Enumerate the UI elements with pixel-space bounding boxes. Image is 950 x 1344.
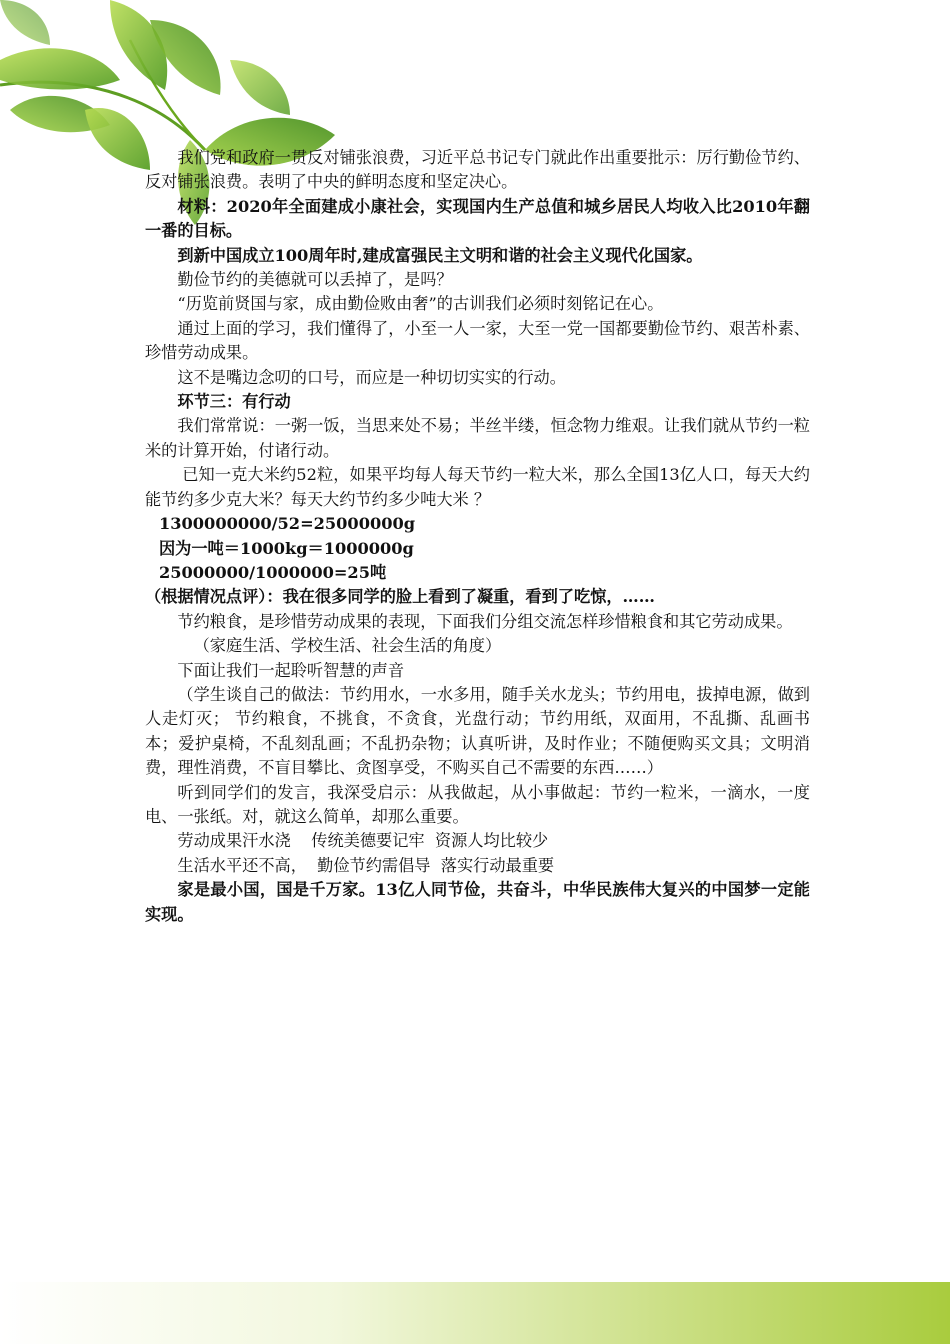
calculation-line: 25000000/1000000=25吨 — [159, 562, 387, 582]
paragraph: 材料：2020年全面建成小康社会，实现国内生产总值和城乡居民人均收入比2010年翻一番的目标。 — [145, 196, 810, 241]
paragraph: “历览前贤国与家，成由勤俭败由奢”的古训我们必须时刻铭记在心。 — [177, 294, 664, 314]
verse-line: 生活水平还不高， 勤俭节约需倡导 落实行动最重要 — [177, 855, 555, 875]
paragraph: 听到同学们的发言，我深受启示：从我做起，从小事做起：节约一粒米，一滴水，一度电、一张纸。对，就这么简单，却那么重要。 — [145, 782, 810, 826]
verse-line: 劳动成果汗水浇 传统美德要记牢 资源人均比较少 — [177, 831, 549, 851]
document-body — [145, 146, 810, 927]
paragraph: （根据情况点评）：我在很多同学的脸上看到了凝重，看到了吃惊，…… — [145, 587, 655, 607]
paragraph: 到新中国成立100周年时,建成富强民主文明和谐的社会主义现代化国家。 — [177, 245, 703, 265]
footer-band — [0, 1282, 950, 1344]
calculation-line: 因为一吨＝1000kg＝1000000g — [159, 538, 414, 558]
paragraph: 我们党和政府一贯反对铺张浪费，习近平总书记专门就此作出重要批示：厉行勤俭节约、反对铺张浪费。表明了中央的鲜明态度和坚定决心。 — [145, 148, 810, 192]
paragraph: 通过上面的学习，我们懂得了，小至一人一家，大至一党一国都要勤俭节约、艰苦朴素、珍惜劳动成果。 — [145, 318, 810, 363]
calculation-line: 1300000000/52=25000000g — [159, 514, 416, 534]
paragraph: 下面让我们一起聆听智慧的声音 — [177, 660, 405, 680]
paragraph: 节约粮食，是珍惜劳动成果的表现，下面我们分组交流怎样珍惜粮食和其它劳动成果。 — [177, 611, 793, 631]
paragraph: （家庭生活、学校生活、社会生活的角度） — [193, 636, 502, 656]
paragraph: 这不是嘴边念叨的口号，而应是一种切切实实的行动。 — [177, 367, 566, 387]
paragraph: 家是最小国，国是千万家。13亿人同节俭，共奋斗，中华民族伟大复兴的中国梦一定能实现。 — [145, 880, 810, 924]
paragraph: 已知一克大米约52粒，如果平均每人每天节约一粒大米，那么全国13亿人口，每天大约能节约多少克大米？每天大约节约多少吨大米 ？ — [145, 465, 810, 509]
paragraph: 我们常常说：一粥一饭，当思来处不易；半丝半缕，恒念物力维艰。让我们就从节约一粒米的计算开始，付诸行动。 — [145, 416, 810, 460]
paragraph: 勤俭节约的美德就可以丢掉了，是吗？ — [177, 270, 453, 290]
section-heading: 环节三：有行动 — [177, 392, 291, 412]
paragraph: （学生谈自己的做法：节约用水，一水多用，随手关水龙头；节约用电，拔掉电源，做到人走灯灭； 节约粮食，不挑食，不贪食，光盘行动；节约用纸，双面用，不乱撕、乱画书本；爱护桌椅，不乱刻乱画；不乱扔杂物；认真听讲，及时作业；不随便购买文具；文明消费，理性消费，不盲目攀比、贪图享受，不购买自己不需要的东西……） — [145, 684, 810, 778]
